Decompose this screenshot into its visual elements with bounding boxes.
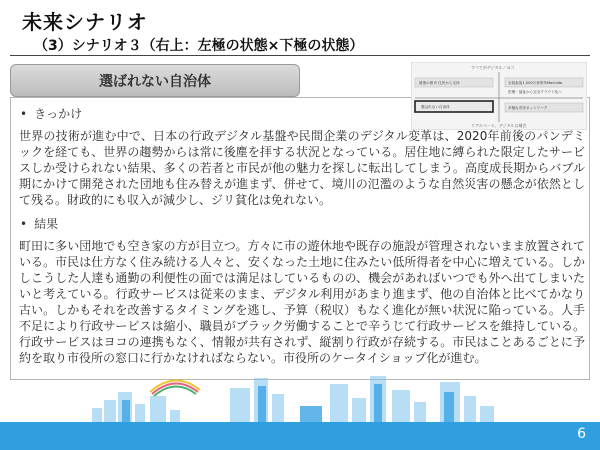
bullet-result <box>20 215 58 232</box>
bullet-trigger <box>20 105 82 122</box>
city-skyline-illustration <box>0 370 600 425</box>
scenario-matrix-thumbnail <box>411 62 587 130</box>
thumb-cell-1: 最後の都市 住民から支持 <box>419 81 460 85</box>
thumb-bottom-label: リアルベース、デジタルは補完 <box>471 123 527 128</box>
footer-bar <box>0 422 600 450</box>
bullet-dot-icon: • <box>20 107 28 121</box>
trigger-paragraph: 世界の技術が進む中で、日本の行政デジタル基盤や民間企業のデジタル変革は、2020年前後のパンデミックを経ても、世界の趨勢からは常に後塵を拝する状況となっている。居住地に縛られた限定したサービスしか受けられない結果、多くの若者と市民が他の魅力を探しに転出してしまう。高度成長期からバブル期にかけて開発された団地も住み替えが進まず、併せて、境川の氾濫のような自然災害の懸念が依然として残る。財政的にも収入が減少し、ジリ貧化は免れない。 <box>19 129 585 207</box>
title-divider <box>10 55 590 56</box>
page-subtitle: （3）シナリオ３（右上：左極の状態×下極の状態） <box>34 38 364 54</box>
thumb-cell-3: 選ばれない自治体 <box>421 105 450 109</box>
bullet-trigger-label: きっかけ <box>34 107 83 121</box>
thumb-cell-4: 医療・福祉から完全クラウド化へ <box>508 90 562 94</box>
bullet-dot-icon: • <box>20 217 28 231</box>
scenario-banner-label: 選ばれない自治体 <box>99 73 211 90</box>
thumb-top-label: すべてがデジタル／ヨコ <box>471 65 515 70</box>
page-title: 未来シナリオ <box>22 10 148 34</box>
bullet-result-label: 結果 <box>34 217 59 231</box>
page-number: 6 <box>577 426 586 442</box>
thumb-cell-2: 全員参加1,000万世帯年Machida <box>508 81 563 85</box>
scenario-banner <box>10 64 300 97</box>
thumb-cell-6: 多様な市民ネットワーク <box>508 106 548 110</box>
result-paragraph: 町田に多い団地でも空き家の方が目立つ。方々に市の遊休地や既存の施設が管理されないまま放置されている。市民は仕方なく住み続ける人々と、安くなった土地に住みたい低所得者を中心に増えている。しかしこうした人達も通勤の利便性の面では満足はしているものの、機会があればいつでも外へ出てしまいたいと考えている。行政サービスは従来のまま、デジタル利用があまり進まず、他の自治体と比べてかなり古い。しかもそれを改善するタイミングを逃し、予算（税収）もなく進化が無い状況に陥っている。人手不足により行政サービスは縮小、職員がブラック労働することで辛うじて行政サービスを維持している。行政サービスはヨコの連携もなく、情報が共有されず、縦割り行政が存続する。市民はことあるごとに予約を取り市役所の窓口に行かなければならない。市役所のケータイショップ化が進む。 <box>19 239 585 365</box>
